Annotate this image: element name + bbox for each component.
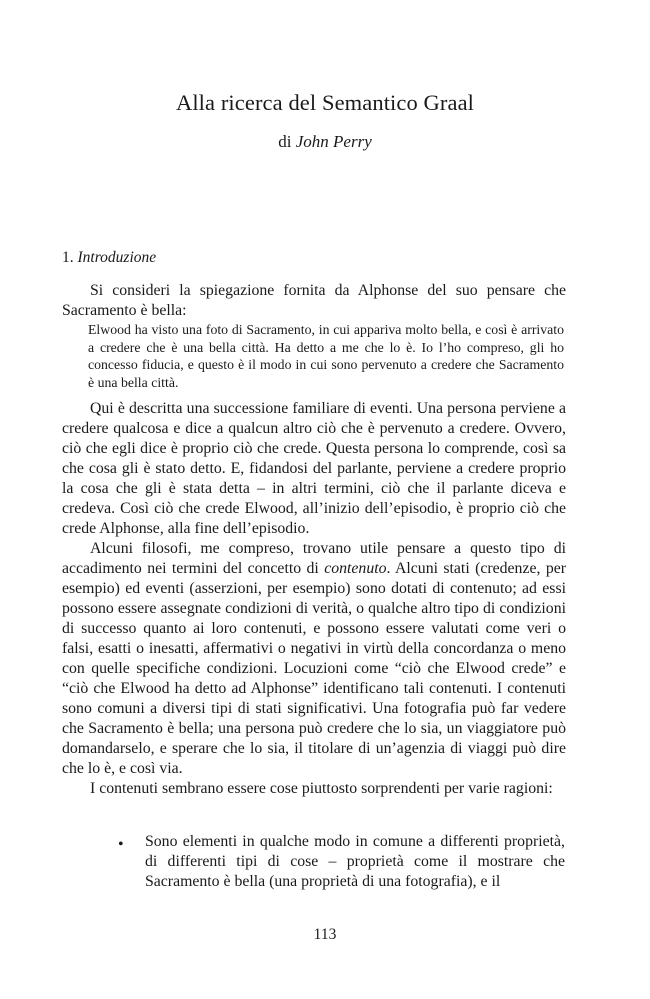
paragraph-3-start: Alcuni filosofi, me compreso, trovano utile pensare a questo tipo di accadimento nei termini del concetto di bbox=[62, 540, 566, 577]
section-title: Introduzione bbox=[77, 249, 157, 266]
paragraph-3-end: . Alcuni stati (credenze, per esempio) ed eventi (asserzioni, per esempio) sono dotati di contenuto; ad essi possono essere assegnate condizioni di verità, o qualche altro tipo di condizioni di successo quanto ai loro contenuti, e possono essere valutati come veri o falsi, esatti o inesatti, affermativi o negativi in virtù della concordanza o meno con quelle specifiche condizioni. Locuzioni come “ciò che Elwood crede” e “ciò che Elwood ha detto ad Alphonse” identificano tali contenuti. I contenuti sono comuni a diversi tipi di stati significativi. Una fotografia può far vedere che Sacramento è bella; una persona può credere che lo sia, un viaggiatore può domandarselo, e sperare che lo sia, il titolare di un’agenzia di viaggi può dire che lo è, e così via. bbox=[62, 560, 566, 777]
section-number: 1. bbox=[62, 249, 74, 266]
author-name: John Perry bbox=[295, 132, 372, 151]
article-title: Alla ricerca del Semantico Graal bbox=[175, 90, 475, 115]
emphasis-contenuto: contenuto bbox=[324, 560, 387, 577]
paragraph-intro: Si consideri la spiegazione fornita da Alphonse del suo pensare che Sacramento è bella: bbox=[62, 282, 566, 319]
paragraph-3 bbox=[62, 539, 566, 779]
bullet-marker: • bbox=[118, 836, 124, 853]
body-text bbox=[62, 399, 566, 799]
page-number: 113 bbox=[313, 926, 337, 943]
paragraph-2: Qui è descritta una successione familiare di eventi. Una persona perviene a credere qualcosa e dice a qualcun altro ciò che è pervenuto a credere. Ovvero, ciò che egli dice è proprio ciò che crede. Questa persona lo comprende, così sa che cosa gli è stato detto. E, fidandosi del parlante, perviene a credere proprio la cosa che gli è stata detta – in altri termini, ciò che il parlante diceva e credeva. Così ciò che crede Elwood, all’inizio dell’episodio, è proprio ciò che crede Alphonse, alla fine dell’episodio. bbox=[62, 400, 566, 537]
byline-prefix: di bbox=[278, 132, 292, 151]
bullet-item: Sono elementi in qualche modo in comune a differenti proprietà, di differenti tipi di cose – proprietà come il mostrare che Sacramento è bella (una proprietà di una fotografia), e il bbox=[145, 833, 565, 890]
block-quote: Elwood ha visto una foto di Sacramento, in cui appariva molto bella, e così è arrivato a credere che è una bella città. Ha detto a me che lo è. Io l’ho compreso, gli ho concesso fiducia, e questo è il modo in cui sono pervenuto a credere che Sacramento è una bella città. bbox=[88, 322, 564, 390]
paragraph-4: I contenuti sembrano essere cose piuttosto sorprendenti per varie ragioni: bbox=[90, 780, 553, 797]
byline bbox=[0, 132, 650, 152]
section-heading bbox=[62, 249, 156, 267]
